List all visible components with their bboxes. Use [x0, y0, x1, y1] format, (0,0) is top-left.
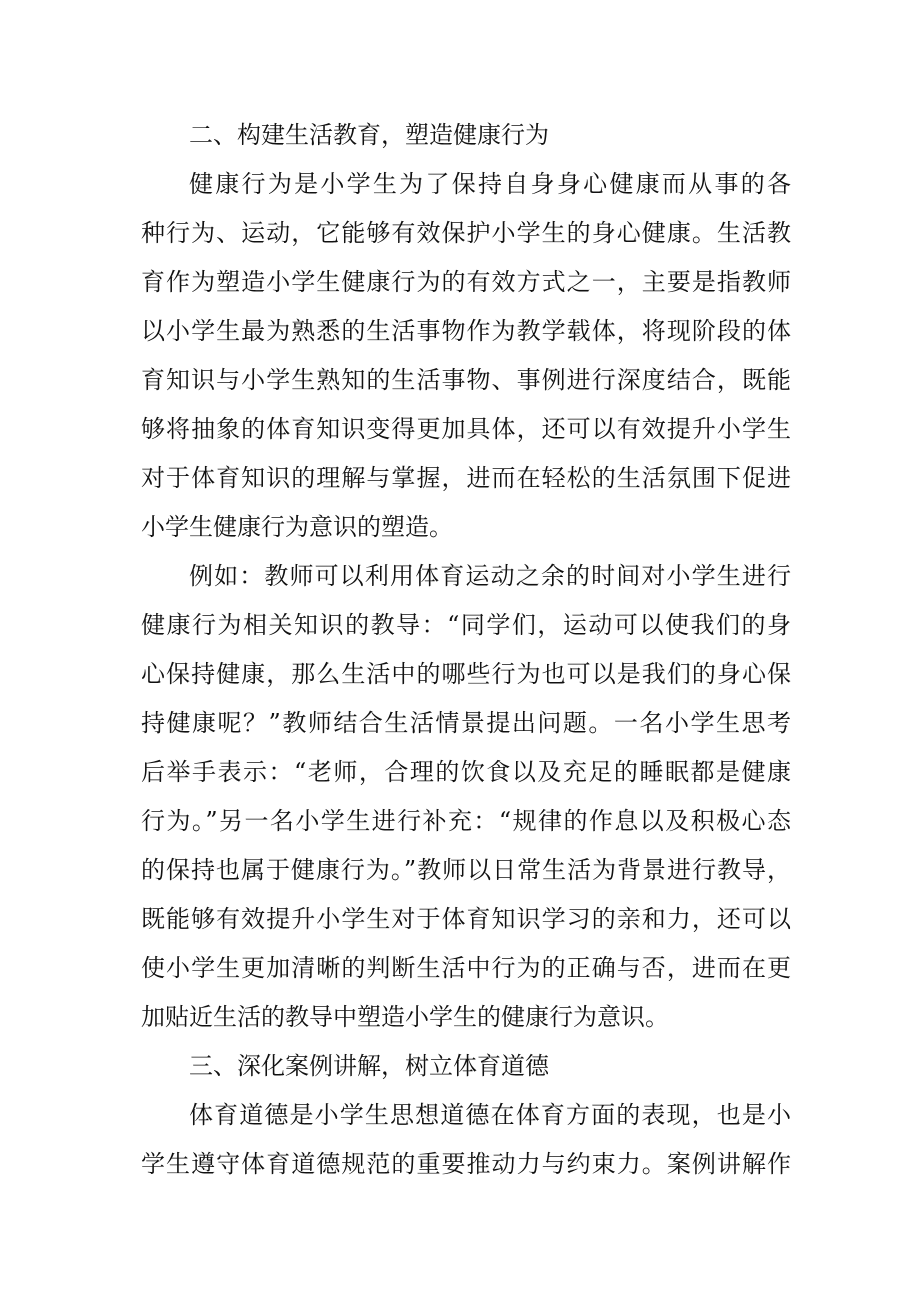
- paragraph-1-line-1: 健康行为是小学生为了保持自身身心健康而从事的各: [189, 170, 791, 198]
- paragraph-2-line-8: 既能够有效提升小学生对于体育知识学习的亲和力，还可以: [141, 905, 791, 933]
- paragraph-2-line-4: 持健康呢？”教师结合生活情景提出问题。一名小学生思考: [141, 709, 791, 737]
- section-heading-2: 二、构建生活教育，塑造健康行为: [189, 121, 549, 149]
- paragraph-1-line-6: 够将抽象的体育知识变得更加具体，还可以有效提升小学生: [141, 415, 791, 443]
- paragraph-2-line-10: 加贴近生活的教导中塑造小学生的健康行为意识。: [141, 1003, 669, 1031]
- paragraph-2-line-6: 行为。”另一名小学生进行补充：“规律的作息以及积极心态: [141, 807, 791, 835]
- paragraph-2-line-1: 例如：教师可以利用体育运动之余的时间对小学生进行: [189, 562, 791, 590]
- paragraph-1-line-3: 育作为塑造小学生健康行为的有效方式之一，主要是指教师: [141, 268, 791, 296]
- paragraph-3-line-1: 体育道德是小学生思想道德在体育方面的表现，也是小: [189, 1101, 791, 1129]
- paragraph-3-line-2: 学生遵守体育道德规范的重要推动力与约束力。案例讲解作: [141, 1150, 791, 1178]
- paragraph-1-line-7: 对于体育知识的理解与掌握，进而在轻松的生活氛围下促进: [141, 464, 791, 492]
- paragraph-2-line-5: 后举手表示：“老师，合理的饮食以及充足的睡眠都是健康: [141, 758, 791, 786]
- paragraph-1-line-2: 种行为、运动，它能够有效保护小学生的身心健康。生活教: [141, 219, 791, 247]
- paragraph-1-line-5: 育知识与小学生熟知的生活事物、事例进行深度结合，既能: [141, 366, 791, 394]
- paragraph-1-line-8: 小学生健康行为意识的塑造。: [141, 513, 453, 541]
- paragraph-2-line-7: 的保持也属于健康行为。”教师以日常生活为背景进行教导，: [141, 856, 791, 884]
- section-heading-3: 三、深化案例讲解，树立体育道德: [189, 1052, 549, 1080]
- paragraph-1-line-4: 以小学生最为熟悉的生活事物作为教学载体，将现阶段的体: [141, 317, 791, 345]
- paragraph-2-line-9: 使小学生更加清晰的判断生活中行为的正确与否，进而在更: [141, 954, 791, 982]
- paragraph-2-line-2: 健康行为相关知识的教导：“同学们，运动可以使我们的身: [141, 611, 791, 639]
- paragraph-2-line-3: 心保持健康，那么生活中的哪些行为也可以是我们的身心保: [141, 660, 791, 688]
